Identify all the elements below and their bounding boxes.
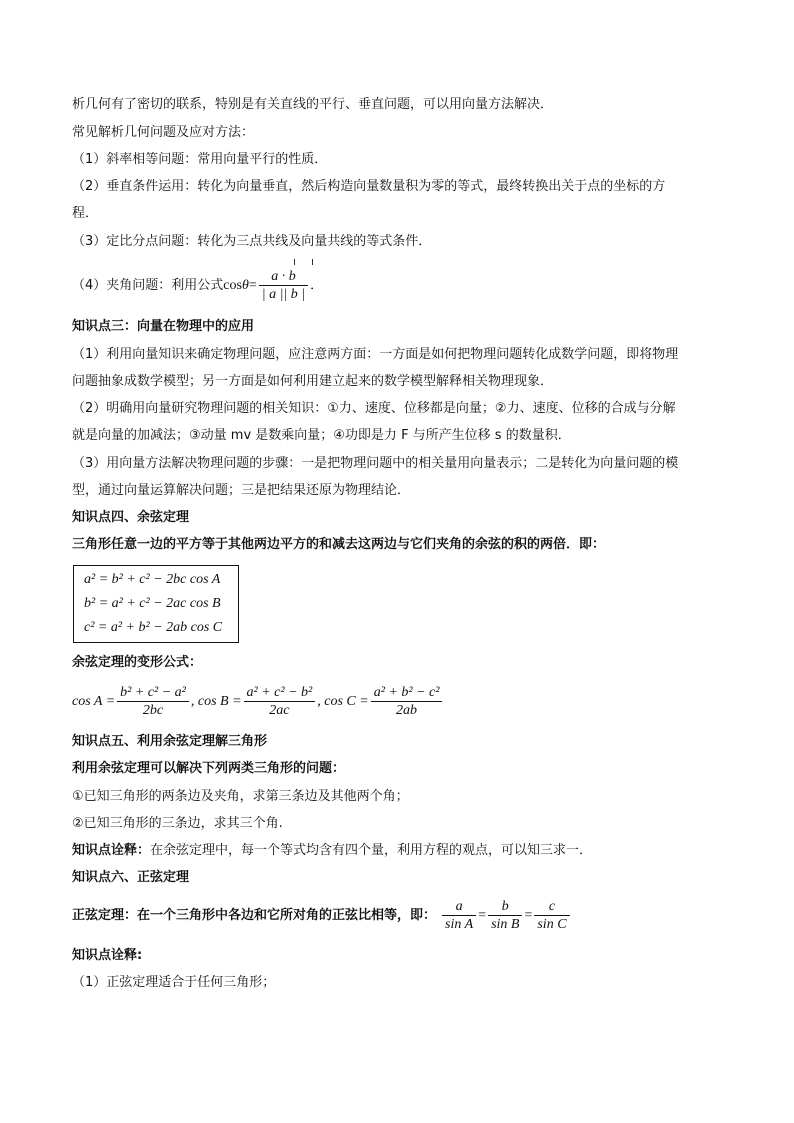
para-line: 常见解析几何问题及应对方法： — [72, 125, 255, 140]
sine-fraction-c — [534, 898, 569, 933]
fraction-numerator: a² + b² − c² — [371, 684, 443, 702]
cos-b-fraction — [244, 684, 316, 719]
section-heading: 知识点六、正弦定理 — [72, 870, 190, 885]
vector-arrow-icon — [294, 259, 295, 265]
fraction-denominator: 2bc — [142, 703, 164, 718]
para-line: 问题抽象成数学模型；另一方面是如何利用建立起来的数学模型解释相关物理现象． — [72, 374, 554, 389]
fraction-numerator: b — [488, 898, 522, 916]
theta-symbol: θ — [241, 278, 249, 293]
para-line: 析几何有了密切的联系，特别是有关直线的平行、垂直问题，可以用向量方法解决． — [72, 97, 554, 112]
fraction-denominator: sin A — [445, 917, 474, 932]
para-line: 就是向量的加减法；③动量 mv 是数乘向量；④功即是力 F 与所产生位移 s 的数量积． — [72, 428, 571, 443]
fraction-numerator: a — [442, 898, 476, 916]
para-line: 程． — [72, 206, 99, 221]
cos-c-label: , cos C = — [317, 694, 369, 709]
list-item: （2）垂直条件运用：转化为向量垂直，然后构造向量数量积为零的等式，最终转换出关于点的坐标的方 — [72, 179, 666, 194]
list-item: （3）定比分点问题：转化为三点共线及向量共线的等式条件． — [72, 234, 432, 249]
formula-row: c² = a² + b² − 2ab cos C — [84, 620, 223, 635]
fraction-denominator: sin C — [537, 917, 567, 932]
section-heading: 知识点三：向量在物理中的应用 — [72, 319, 255, 334]
sine-fraction-a — [442, 898, 476, 933]
list-item: （1）斜率相等问题：常用向量平行的性质． — [72, 152, 328, 167]
note-text: 在余弦定理中，每一个等式均含有四个量，利用方程的观点，可以知三求一． — [150, 843, 593, 858]
list-item: （1）正弦定理适合于任何三角形； — [72, 975, 276, 990]
note-label: 知识点诠释: — [72, 948, 143, 963]
equals-sign: = — [524, 908, 533, 923]
cos-text: cos — [223, 278, 242, 293]
note-line — [72, 842, 592, 860]
formula-row: a² = b² + c² − 2bc cos A — [84, 572, 221, 587]
para-line: （1）利用向量知识来确定物理问题，应注意两方面：一方面是如何把物理问题转化成数学问题，即将物理 — [72, 347, 679, 362]
vector-arrow-icon — [312, 259, 313, 265]
cos-b-label: , cos B = — [190, 694, 242, 709]
note-label: 知识点诠释： — [72, 843, 151, 858]
fraction-numerator: a² + c² − b² — [244, 684, 316, 702]
list-item: （4）夹角问题：利用公式 — [72, 278, 224, 293]
theorem-statement: 利用余弦定理可以解决下列两类三角形的问题： — [72, 761, 346, 776]
para-line: （2）明确用向量研究物理问题的相关知识：①力、速度、位移都是向量；②力、速度、位移的合成与分解 — [72, 401, 676, 416]
fraction-denominator: sin B — [491, 917, 520, 932]
cosine-variant-formula — [72, 682, 444, 722]
para-line: 型，通过向量运算解决问题；三是把结果还原为物理结论． — [72, 483, 411, 498]
fraction-numerator: a · b — [259, 268, 308, 286]
sine-fraction-b — [488, 898, 522, 933]
equals-sign: = — [478, 908, 487, 923]
cos-c-fraction — [371, 684, 443, 719]
cos-a-label: cos A = — [72, 694, 116, 709]
period: ． — [310, 278, 324, 293]
fraction-denominator: 2ab — [396, 703, 418, 718]
theorem-statement: 三角形任意一边的平方等于其他两边平方的和减去这两边与它们夹角的余弦的积的两倍．即： — [72, 537, 606, 552]
para-line: （3）用向量方法解决物理问题的步骤：一是把物理问题中的相关量用向量表示；二是转化为向量问题的模 — [72, 456, 679, 471]
fraction-numerator: b² + c² − a² — [117, 684, 189, 702]
fraction-numerator: c — [534, 898, 569, 916]
sine-law-line — [72, 896, 572, 936]
cosine-law-box — [73, 565, 239, 643]
section-heading: 知识点四、余弦定理 — [72, 510, 190, 525]
fraction-denominator: 2ac — [269, 703, 290, 718]
subheading: 余弦定理的变形公式： — [72, 655, 203, 670]
formula-row: b² = a² + c² − 2ac cos B — [84, 596, 221, 611]
section-heading: 知识点五、利用余弦定理解三角形 — [72, 734, 268, 749]
equals-sign: = — [248, 278, 257, 293]
fraction-denominator: | a || b | — [261, 287, 306, 302]
list-item: ②已知三角形的三条边，求其三个角. — [72, 816, 283, 831]
angle-formula-line — [72, 266, 323, 306]
cos-a-fraction — [117, 684, 189, 719]
sine-law-label: 正弦定理：在一个三角形中各边和它所对角的正弦比相等，即： — [72, 908, 437, 923]
angle-fraction — [259, 268, 308, 303]
list-item: ①已知三角形的两条边及夹角，求第三条边及其他两个角； — [72, 789, 409, 804]
